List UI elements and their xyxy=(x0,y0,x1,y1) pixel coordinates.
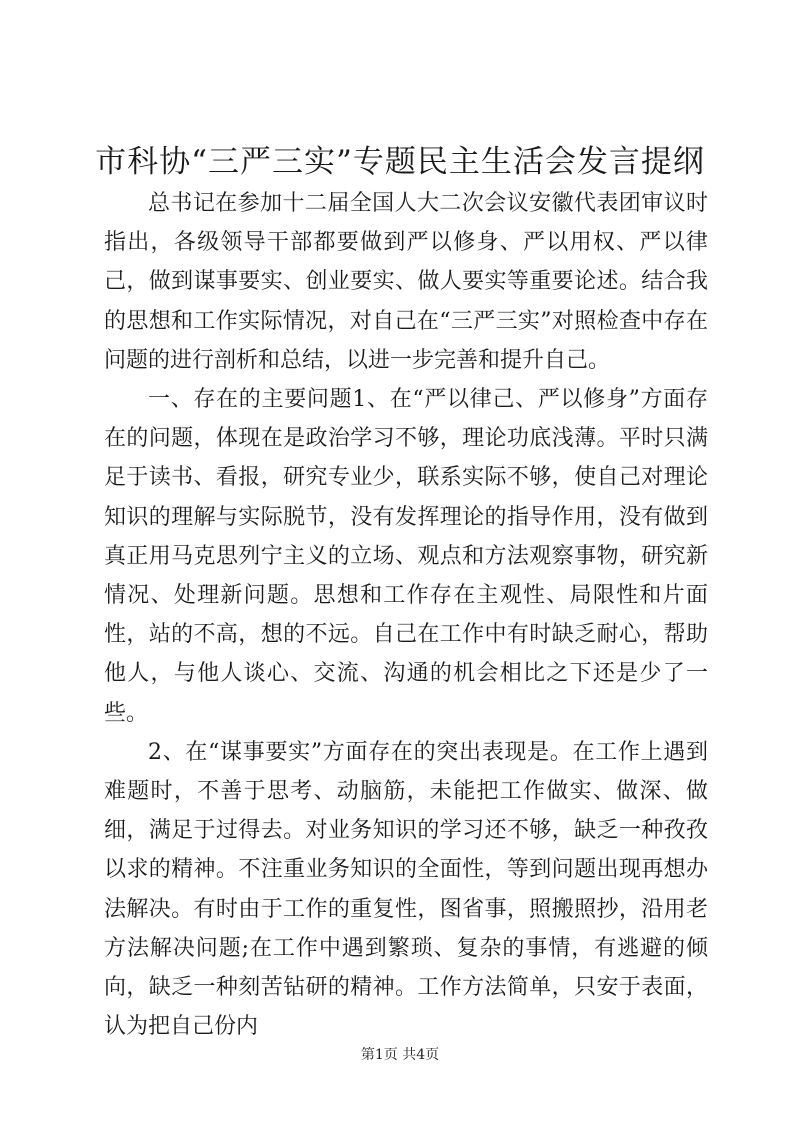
document-title: 市科协“三严三实”专题民主生活会发言提纲 xyxy=(95,144,705,180)
page-number-label: 第1页 共4页 xyxy=(360,1047,440,1063)
paragraph-problems-2: 2、在“谋事要实”方面存在的突出表现是。在工作上遇到难题时，不善于思考、动脑筋，未能把工作做实、做深、做细，满足于过得去。对业务知识的学习还不够，缺乏一种孜孜以求的精神。不注重业务知识的全面性，等到问题出现再想办法解决。有时由于工作的重复性，图省事，照搬照抄，沿用老方法解决问题;在工作中遇到繁琐、复杂的事情，有逃避的倾向，缺乏一种刻苦钻研的精神。工作方法简单，只安于表面，认为把自己份内 xyxy=(104,739,708,1040)
paragraph-intro: 总书记在参加十二届全国人大二次会议安徽代表团审议时指出，各级领导干部都要做到严以修身、严以用权、严以律己，做到谋事要实、创业要实、做人要实等重要论述。结合我的思想和工作实际情况，对自己在“三严三实”对照检查中存在问题的进行剖析和总结，以进一步完善和提升自己。 xyxy=(104,191,708,373)
paragraph-problems-1: 一、存在的主要问题1、在“严以律己、严以修身”方面存在的问题，体现在是政治学习不够，理论功底浅薄。平时只满足于读书、看报，研究专业少，联系实际不够，使自己对理论知识的理解与实际脱节，没有发挥理论的指导作用，没有做到真正用马克思列宁主义的立场、观点和方法观察事物，研究新情况、处理新问题。思想和工作存在主观性、局限性和片面性，站的不高，想的不远。自己在工作中有时缺乏耐心，帮助他人，与他人谈心、交流、沟通的机会相比之下还是少了一些。 xyxy=(104,387,708,726)
document-body xyxy=(104,184,708,1046)
page-footer xyxy=(0,1044,800,1064)
